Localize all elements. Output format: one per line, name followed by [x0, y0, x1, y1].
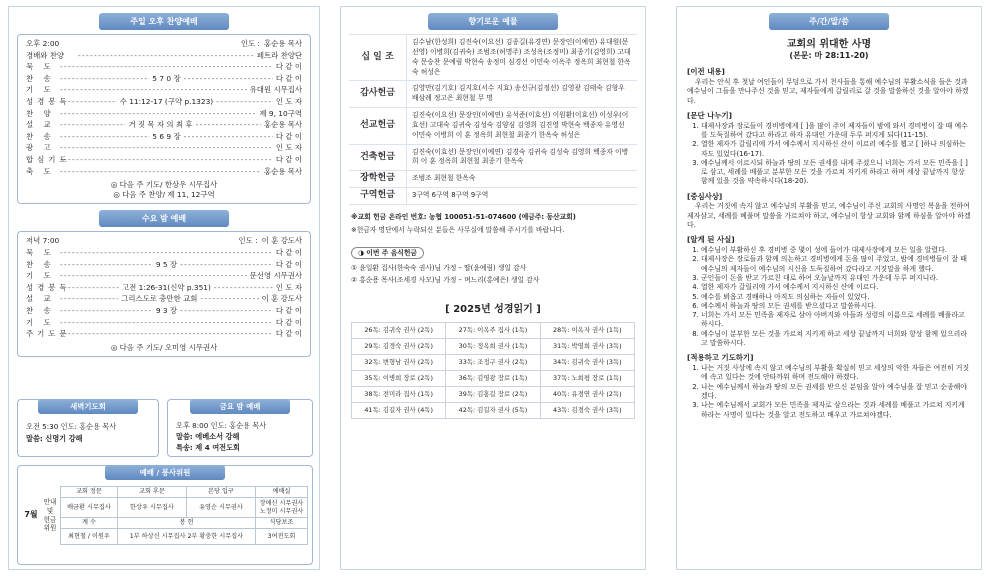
offering-names: 김수남(한성희) 김진숙(이요선) 김종길(유경연) 문장인(이예연) 유대원(문선영) 이병희(김귀숙) 조범조(허명주) 조성옥(조정미) 최종기(김영희) 고대숙 문승찬 문예림 박현숙 송정미 심경선 이민숙 이옥주 정옥희 최현철 한옥숙 허성은 [412, 38, 631, 76]
offering-item [349, 81, 637, 108]
order-detail: 5 6 9 장 [149, 132, 183, 142]
order-label: 찬 송 [26, 259, 55, 269]
order-row [26, 155, 302, 167]
fri-line: 말씀: 에베소서 강해 [176, 432, 240, 442]
order-value: 홍순용 목사 [263, 120, 302, 130]
bible-cell: 40독: 유경연 권사 (2독) [540, 387, 634, 403]
service-cell: 최현철 / 이원우 [61, 529, 118, 545]
order-row [26, 62, 302, 74]
dot-leader [60, 155, 273, 165]
dot-leader [196, 120, 261, 130]
bible-reading-title: [ 2025년 성경읽기 ] [445, 304, 541, 316]
event-item: ② 홍순용 목사(조세경 사모)님 가정 – 며느리(홍예은) 생일 감사 [351, 276, 540, 285]
order-detail: 거 짓 목 자 의 최 후 [125, 120, 195, 130]
order-value: 이 훈 강도사 [261, 294, 302, 304]
order-row [26, 167, 302, 179]
sermon-reference: (본문: 마 28:11-20) [789, 51, 869, 60]
order-label: 찬 송 [26, 131, 55, 141]
parts-heading: [문단 나누기] [687, 110, 733, 120]
sunday-pm-note: ◎ 다음 주 기도/ 한상우 시무집사 [110, 180, 218, 190]
offering-names: 김진숙(이요선) 문장인(이예연) 유석준(이효선) 이원환(이효선) 이성우(이효선) 고대숙 김귀숙 김성숙 김양심 김영희 김진영 박현숙 백종자 유영선 이민숙 이병희 이 훈 정옥희 최현철 최종기 한옥숙 허성은 [412, 111, 629, 139]
order-row [26, 109, 302, 121]
order-value: 다 같 이 [275, 305, 302, 315]
list-item: 3. 나는 예수님께서 교회가 모든 민족을 제자로 삼으라는 것과 세례를 베풀고 가르쳐 지키게 하라는 사명이 있다는 것을 알고 전도하고 배우고 가르쳐야겠다. [701, 401, 971, 420]
apply-heading: [적용하고 기도하기] [687, 353, 754, 363]
dot-leader [184, 74, 273, 84]
bible-cell: 32독: 변형남 권사 (2독) [352, 355, 446, 371]
order-row [26, 120, 302, 132]
order-detail: 고전 1:26-31(신약 p.351) [119, 283, 214, 293]
list-item: 2. 대제사장은 장로들과 함께 의논하고 경비병에게 돈을 많이 주었고, 밤에 경비병들이 잘 때 예수님의 제자들이 예수님의 시신을 도둑질하여 갔다라고 거짓말을 하게 했다. [701, 255, 971, 274]
service-cell: 한상우 시무집사 [117, 498, 186, 518]
sunday-pm-header [26, 39, 302, 51]
dot-leader [200, 294, 258, 304]
dot-leader [60, 306, 153, 316]
offering-title: 향기로운 예물 [428, 13, 558, 30]
service-header: 교회 후문 [117, 487, 186, 498]
bible-row [352, 323, 635, 339]
service-month: 7월 [24, 510, 38, 520]
bible-cell: 29독: 김경숙 권사 (2독) [352, 339, 446, 355]
fri-line: 특송: 제 4 여전도회 [176, 442, 240, 452]
dawn-line: 말씀: 신명기 강해 [26, 434, 83, 444]
panel-worship-order [8, 6, 320, 570]
order-row [26, 318, 302, 330]
dawn-title: 새벽기도회 [38, 399, 138, 414]
order-label: 경배와 찬양 [26, 50, 65, 60]
weekly-body [677, 38, 981, 420]
dot-leader [214, 283, 273, 293]
parts-list [687, 122, 971, 187]
order-value: 인 도 자 [275, 143, 302, 153]
order-value: 다 같 이 [275, 131, 303, 141]
order-label: 성경봉독 [26, 282, 71, 292]
order-detail: 9 5 장 [153, 260, 180, 270]
offering-names: 김진숙(이효선) 문장인(이예연) 김경숙 김귀숙 김성숙 김영희 백종자 이병희 이 훈 정옥희 최현철 최종기 한옥숙 [412, 147, 629, 166]
order-row [26, 143, 302, 155]
weekly-title: 주/간/말/씀 [769, 13, 889, 30]
bible-row [352, 387, 635, 403]
sunday-pm-section [17, 34, 311, 204]
order-row [26, 271, 302, 283]
order-value: 다 같 이 [275, 259, 302, 269]
service-cell: 배금환 시무집사 [61, 498, 118, 518]
bible-cell: 31독: 박영희 권사 (3독) [540, 339, 634, 355]
list-item: 3. 군인들이 돈을 받고 가르친 대로 하여 오늘날까지 유대인 가운데 두루 퍼지니라. [701, 274, 971, 283]
dot-leader [60, 132, 149, 142]
service-header: 본당 입구 [186, 487, 255, 498]
prev-heading: [이전 내용] [687, 67, 725, 77]
offering-type: 건축헌금 [349, 145, 407, 171]
offering-item [349, 145, 637, 172]
friday-box [167, 399, 313, 457]
order-label: 묵 도 [26, 62, 55, 72]
offering-notes [341, 205, 645, 235]
order-label: 주기도문 [26, 329, 71, 339]
offering-type: 구역헌금 [349, 188, 407, 204]
dawn-prayer-box [17, 399, 159, 457]
order-row [26, 74, 302, 86]
wed-header [26, 236, 302, 248]
order-detail: 수 11:12-17 (구약 p.1323) [117, 97, 216, 107]
order-label: 설 교 [26, 294, 55, 304]
dot-leader [60, 271, 247, 281]
order-label: 묵 도 [26, 247, 55, 257]
sunday-pm-note: ◎ 다음 주 찬양/ 제 11, 12구역 [113, 189, 215, 199]
list-item: 6. 예수께서 하늘과 땅의 모든 권세를 받으셨다고 말씀하시다. [701, 302, 971, 311]
order-label: 광 고 [26, 143, 55, 153]
offering-list [349, 34, 637, 205]
order-label: 합심기도 [26, 154, 71, 164]
bible-row [352, 371, 635, 387]
order-value: 제 9, 10구역 [259, 108, 302, 118]
order-value: 유대원 시무집사 [249, 85, 302, 95]
order-row [26, 97, 302, 109]
order-value: 다 같 이 [275, 154, 302, 164]
order-row [26, 294, 302, 306]
dot-leader [60, 85, 247, 95]
order-label: 찬 송 [26, 73, 55, 83]
dot-leader [180, 306, 273, 316]
service-side-text: 위원 [43, 524, 57, 533]
dot-leader [60, 318, 273, 328]
dot-leader [60, 167, 261, 177]
offering-item [349, 188, 637, 205]
bible-cell: 33독: 조정구 권사 (2독) [446, 355, 540, 371]
order-label: 기 도 [26, 317, 55, 327]
order-value: 인 도 자 [275, 282, 302, 292]
bible-row [352, 339, 635, 355]
events-title: ◑ 이번 주 음식헌금 [351, 247, 424, 260]
offering-type: 감사헌금 [349, 81, 407, 107]
offering-names: 김영만(김기호) 김지호(서수 지효) 송선규(김정선) 김영광 김태숙 김형우 배삼례 정고은 최현철 무 명 [412, 84, 625, 103]
order-label: 찬 양 [26, 108, 55, 118]
order-label: 성경봉독 [26, 96, 71, 106]
dot-leader [60, 143, 273, 153]
wed-lead: 이 훈 강도사 [261, 236, 302, 246]
offering-item [349, 108, 637, 145]
list-item: 8. 예수님이 분부한 모든 것을 가르쳐 지키게 하고 세상 끝날까지 너희와 항상 함께 있으리라고 말씀하시다. [701, 330, 971, 349]
offering-item [349, 171, 637, 188]
list-item: 5. 예수를 뵈옵고 경배하나 아직도 의심하는 자들이 있었다. [701, 293, 971, 302]
service-header: 식당보조 [256, 518, 308, 529]
bible-cell: 27독: 이옥주 집사 (1독) [446, 323, 540, 339]
dot-leader [60, 97, 117, 107]
list-item: 2. 열한 제자가 갈릴리에 가서 예수께서 지시하신 산이 이르러 예수를 뵙고 [ ]하나 의심하는 자도 있었다(16-17). [701, 140, 971, 159]
order-label: 기 도 [26, 85, 55, 95]
service-cell: 1부 하상신 시무집사 2부 황충한 시무집사 [117, 529, 255, 545]
service-header: 교회 정문 [61, 487, 118, 498]
service-header: 예배실 [256, 487, 308, 498]
offering-names: 3구역 6구역 8구역 9구역 [412, 191, 489, 200]
facts-list [687, 246, 971, 348]
order-value: 다 같 이 [275, 62, 302, 72]
order-value: 다 같 이 [275, 73, 303, 83]
dot-leader [60, 74, 149, 84]
offering-type: 십 일 조 [349, 35, 407, 80]
bible-cell: 41독: 김길자 권사 (4독) [352, 403, 446, 419]
offering-type: 선교헌금 [349, 108, 407, 144]
service-body [18, 484, 312, 547]
prev-text: 우리는 안식 후 첫날 여인들이 무덤으로 가서 천사들을 통해 예수님의 부활소식을 들은 것과 예수님이 그들을 만나주신 것을 믿고, 제자들에게 갈릴리로 갈 것을 말씀하신 것을 알아야 하겠다. [687, 78, 969, 105]
account-note: ※헌금자 명단에서 누락되신 분들은 사무실에 말씀해 주시기를 바랍니다. [351, 225, 565, 234]
dot-leader [60, 62, 273, 72]
offering-names: 조범조 최현철 한옥숙 [412, 174, 476, 183]
bible-cell: 39독: 김홍길 장로 (2독) [446, 387, 540, 403]
list-item: 7. 너희는 가서 모든 민족을 제자로 삼아 아버지와 아들과 성령의 이름으로 세례를 베풀라고 하시다. [701, 311, 971, 330]
bible-cell: 34독: 김귀숙 권사 (3독) [540, 355, 634, 371]
order-row [26, 51, 302, 63]
order-value: 홍순용 목사 [263, 166, 302, 176]
order-row [26, 85, 302, 97]
dot-leader [60, 329, 273, 339]
offering-type: 장학헌금 [349, 171, 407, 187]
order-label: 찬 송 [26, 305, 55, 315]
bible-cell: 37독: 노희평 장로 (1독) [540, 371, 634, 387]
order-detail: 그리스도로 충만한 교회 [118, 294, 200, 304]
service-cell: 3여전도회 [256, 529, 308, 545]
order-value: 다 같 이 [275, 329, 302, 339]
panel-weekly-word [676, 6, 982, 570]
panel-offering [340, 6, 646, 570]
service-side-text: 및 [46, 507, 54, 515]
dot-leader [60, 260, 153, 270]
wed-title: 수요 밤 예배 [99, 210, 229, 227]
order-label: 축 도 [26, 166, 55, 176]
core-heading: [중심사상] [687, 191, 723, 201]
order-label: 기 도 [26, 271, 55, 281]
dot-leader [60, 248, 273, 258]
service-side-label [40, 486, 60, 545]
wed-order [26, 248, 302, 341]
order-value: 다 같 이 [275, 247, 302, 257]
account-info: ※교회 헌금 온라인 번호: 농협 100051-51-074600 (예금주: 동산교회) [351, 212, 576, 221]
order-row [26, 248, 302, 260]
bible-cell: 42독: 김길자 권사 (5독) [446, 403, 540, 419]
dawn-line: 오전 5:30 인도: 홍순용 목사 [26, 422, 117, 431]
service-header: 봉 헌 [117, 518, 255, 529]
bible-row [352, 355, 635, 371]
dot-leader [60, 120, 125, 130]
order-row [26, 132, 302, 144]
dot-leader [180, 260, 273, 270]
order-detail: 9 3 장 [153, 306, 180, 316]
list-item: 3. 예수님께서 이르시되 하늘과 땅의 모든 권세를 내게 주셨으니 너희는 가서 모든 민족을 [ ]로 삼고, 세례를 베풀고 분부한 모든 것을 가르쳐 지키게 하라고 하며 세상 끝날까지 항상 함께 있을 것을 약속하시다(18-20). [701, 159, 971, 187]
dot-leader [78, 51, 254, 61]
fri-body [168, 418, 312, 455]
list-item: 2. 나는 예수님께서 하늘과 땅의 모든 권세를 받으신 분임을 알아 예수님을 잘 믿고 순종해야겠다. [701, 383, 971, 402]
apply-list [687, 364, 971, 420]
service-side-text: 안내 [43, 498, 57, 507]
dawn-body [18, 418, 158, 448]
list-item: 1. 예수님이 부활하신 후 경비병 중 몇이 성에 들어가 대제사장에게 모든 일을 알렸다. [701, 246, 971, 255]
bible-cell: 28독: 이옥자 권사 (1독) [540, 323, 634, 339]
dot-leader [60, 283, 119, 293]
fri-line: 오후 8:00 인도: 홍순용 목사 [176, 421, 267, 430]
service-table [60, 486, 308, 545]
wed-lead-label: 인도 : [238, 236, 258, 246]
list-item: 4. 열한 제자가 갈릴리에 가서 예수께서 지시하신 산에 이르다. [701, 283, 971, 292]
sunday-pm-title: 주일 오후 찬양예배 [99, 13, 229, 30]
bible-cell: 35독: 이병희 장로 (2독) [352, 371, 446, 387]
order-value: 문선영 시무권사 [249, 271, 302, 281]
offering-item [349, 35, 637, 81]
bible-cell: 38독: 전미라 집사 (1독) [352, 387, 446, 403]
order-detail: 5 7 0 장 [149, 74, 183, 84]
fri-title: 금요 밤 예배 [190, 399, 290, 414]
events-section [351, 247, 635, 285]
list-item: 1. 나는 거짓 사상에 속지 않고 예수님의 부활을 확실히 믿고 세상의 악한 자들은 여전히 거짓에 속고 있다는 것에 안타까워 하며 전도해야 하겠다. [701, 364, 971, 383]
order-row [26, 329, 302, 341]
service-box [17, 465, 313, 565]
order-value: 페트라 찬양단 [256, 50, 302, 60]
dot-leader [60, 109, 256, 119]
wed-time: 저녁 7:00 [26, 236, 60, 246]
facts-heading: [알게 된 사실] [687, 235, 735, 245]
list-item: 1. 대제사장과 장로들이 경비병에게 [ ]을 많이 주어 제자들이 밤에 와서 경비병이 잘 때 예수를 도둑질하여 갔다고 하라고 하자 유대인 가운데 두루 퍼지게 되다(11-15). [701, 122, 971, 141]
dot-leader [216, 97, 273, 107]
sunday-pm-lead-label: 인도 : [240, 39, 260, 48]
core-text: 우리는 거짓에 속지 않고 예수님의 부활을 믿고, 예수님이 주신 교회의 사명인 복음을 전하여 제자삼고, 세례를 베풀며 말씀을 가르쳐야 하고, 예수님이 항상 교회와 함께 하심을 알아야 하겠다. [687, 202, 971, 230]
order-row [26, 283, 302, 295]
order-row [26, 306, 302, 318]
service-cell: 장애신 시무권사 노정미 시무권사 [256, 498, 308, 518]
order-value: 인 도 자 [275, 96, 303, 106]
bible-cell: 30독: 정옥희 권사 (1독) [446, 339, 540, 355]
event-item: ① 윤일환 집사(한숙숙 권사)님 가정 – 딸(윤예림) 생일 감사 [351, 264, 527, 273]
dot-leader [184, 132, 273, 142]
wed-note: ◎ 다음 주 기도/ 오미영 시무권사 [110, 342, 218, 352]
sunday-pm-lead: 홍순용 목사 [263, 39, 302, 48]
bible-reading-table [351, 322, 635, 419]
bible-cell: 36독: 김영광 장로 (1독) [446, 371, 540, 387]
service-cell: 유영순 시무권사 [186, 498, 255, 518]
service-title: 예배 / 봉사위원 [105, 465, 225, 480]
sunday-pm-order [26, 51, 302, 179]
order-row [26, 260, 302, 272]
order-value: 다 같 이 [275, 317, 302, 327]
bible-row [352, 403, 635, 419]
sermon-heading: 교회의 위대한 사명 [786, 39, 872, 50]
bible-cell: 43독: 김경숙 권사 (3독) [540, 403, 634, 419]
sunday-pm-time: 오후 2:00 [26, 39, 60, 48]
service-side-text: 헌금 [43, 515, 57, 524]
service-header: 계 수 [61, 518, 118, 529]
bible-cell: 26독: 김귀숙 권사 (2독) [352, 323, 446, 339]
order-label: 설 교 [26, 120, 55, 130]
wed-section [17, 231, 311, 357]
dot-leader [60, 294, 118, 304]
